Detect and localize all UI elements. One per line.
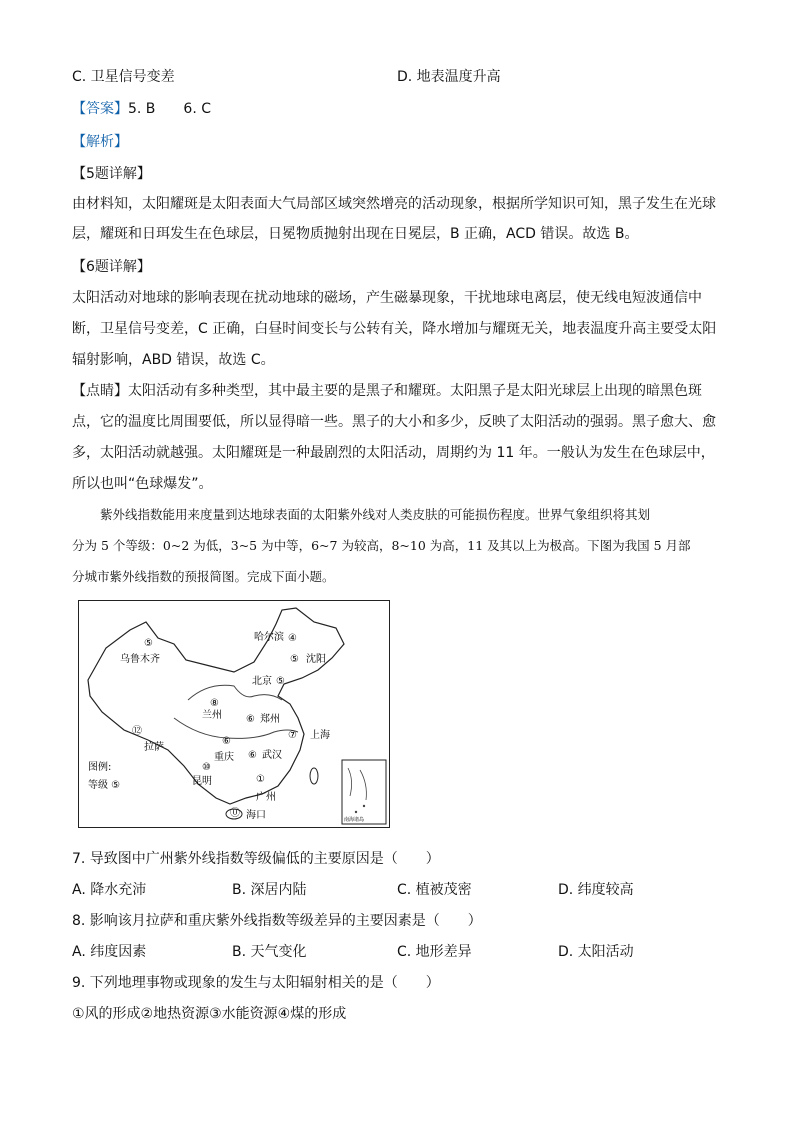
city-zhengzhou: 郑州: [260, 714, 280, 725]
level-shanghai: ⑦: [288, 730, 297, 741]
legend-title: 图例:: [88, 762, 112, 773]
tip-line-2: 点，它的温度比周围要低，所以显得暗一些。黑子的大小和多少，反映了太阳活动的强弱。黑子愈大、愈: [72, 414, 716, 430]
q7-option-c[interactable]: C. 植被茂密: [397, 882, 472, 898]
q9-items: ①风的形成②地热资源③水能资源④煤的形成: [72, 1006, 347, 1022]
q8-option-a[interactable]: A. 纬度因素: [72, 944, 147, 960]
tip-line-3: 多，太阳活动就越强。太阳耀斑是一种最剧烈的太阳活动，周期约为 11 年。一般认为发生在色球层中，: [72, 445, 715, 461]
city-urumqi: 乌鲁木齐: [120, 654, 160, 665]
answer-label: 【答案】: [72, 101, 128, 117]
tip-line-4: 所以也叫“色球爆发”。: [72, 476, 213, 492]
level-shenyang: ⑤: [290, 654, 299, 665]
option-d: D. 地表温度升高: [397, 69, 501, 85]
city-shenyang: 沈阳: [306, 654, 326, 665]
level-haikou: ⓪: [230, 808, 240, 819]
tip-text-1: 太阳活动有多种类型，其中最主要的是黑子和耀斑。太阳黑子是太阳光球层上出现的暗黑色斑: [128, 383, 702, 399]
q5-detail-line-1: 由材料知，太阳耀斑是太阳表面大气局部区域突然增亮的活动现象，根据所学知识可知，黑子发生在光球: [72, 196, 716, 212]
level-urumqi: ⑤: [144, 638, 153, 649]
q7-option-d[interactable]: D. 纬度较高: [558, 882, 634, 898]
level-beijing: ⑤: [276, 676, 285, 687]
analysis-label: 【解析】: [72, 134, 128, 150]
level-kunming: ⑩: [202, 762, 211, 773]
q8-stem: 8. 影响该月拉萨和重庆紫外线指数等级差异的主要因素是（ ）: [72, 913, 482, 929]
city-chongqing: 重庆: [214, 752, 234, 763]
q9-stem: 9. 下列地理事物或现象的发生与太阳辐射相关的是（ ）: [72, 975, 440, 991]
q8-option-c[interactable]: C. 地形差异: [397, 944, 472, 960]
legend-item: 等级 ⑤: [88, 780, 121, 791]
level-harbin: ④: [288, 633, 297, 644]
level-zhengzhou: ⑥: [246, 714, 255, 725]
q8-option-b[interactable]: B. 天气变化: [232, 944, 307, 960]
q6-detail-line-3: 辐射影响，ABD 错误，故选 C。: [72, 352, 275, 368]
level-wuhan: ⑥: [248, 750, 257, 761]
tip-line-1: [72, 380, 702, 400]
answer-line: [72, 98, 211, 118]
uv-index-map: [78, 600, 390, 828]
q5-detail-label: 【5题详解】: [72, 166, 151, 182]
q6-detail-line-1: 太阳活动对地球的影响表现在扰动地球的磁场，产生磁暴现象，干扰地球电离层，使无线电短波通信中: [72, 290, 702, 306]
material-line-1: 紫外线指数能用来度量到达地球表面的太阳紫外线对人类皮肤的可能损伤程度。世界气象组织将其划: [100, 507, 651, 522]
material-line-3: 分城市紫外线指数的预报简图。完成下面小题。: [72, 569, 335, 584]
q5-detail-line-2: 层，耀斑和日珥发生在色球层，日冕物质抛射出现在日冕层，B 正确，ACD 错误。故选 B。: [72, 226, 639, 242]
q7-stem: 7. 导致图中广州紫外线指数等级偏低的主要原因是（ ）: [72, 851, 440, 867]
q7-option-a[interactable]: A. 降水充沛: [72, 882, 147, 898]
tip-label: 【点睛】: [72, 383, 128, 399]
level-chongqing-marker: ⑥: [222, 736, 231, 747]
answer-text: 5. B 6. C: [128, 101, 211, 117]
city-kunming: 昆明: [192, 776, 212, 787]
option-c: C. 卫星信号变差: [72, 69, 175, 85]
city-beijing: 北京: [252, 676, 272, 687]
level-lanzhou: ⑧: [210, 698, 219, 709]
city-lhasa: 拉萨: [144, 742, 164, 753]
q6-detail-line-2: 断，卫星信号变差，C 正确，白昼时间变长与公转有关，降水增加与耀斑无关，地表温度升高主要受太阳: [72, 321, 717, 337]
city-lanzhou: 兰州: [202, 710, 222, 721]
city-haikou: 海口: [246, 810, 266, 821]
inset-label: 南海诸岛: [344, 817, 365, 823]
city-shanghai: 上海: [310, 730, 330, 741]
level-lhasa: ⑫: [132, 726, 142, 737]
level-guangzhou: ①: [256, 774, 265, 785]
city-guangzhou: 广州: [256, 792, 276, 803]
city-wuhan: 武汉: [262, 750, 282, 761]
q6-detail-label: 【6题详解】: [72, 259, 151, 275]
q7-option-b[interactable]: B. 深居内陆: [232, 882, 307, 898]
city-harbin: 哈尔滨: [254, 632, 284, 643]
material-line-2: 分为 5 个等级：0~2 为低，3~5 为中等，6~7 为较高，8~10 为高，11 及其以上为极高。下图为我国 5 月部: [72, 538, 691, 553]
q8-option-d[interactable]: D. 太阳活动: [558, 944, 634, 960]
